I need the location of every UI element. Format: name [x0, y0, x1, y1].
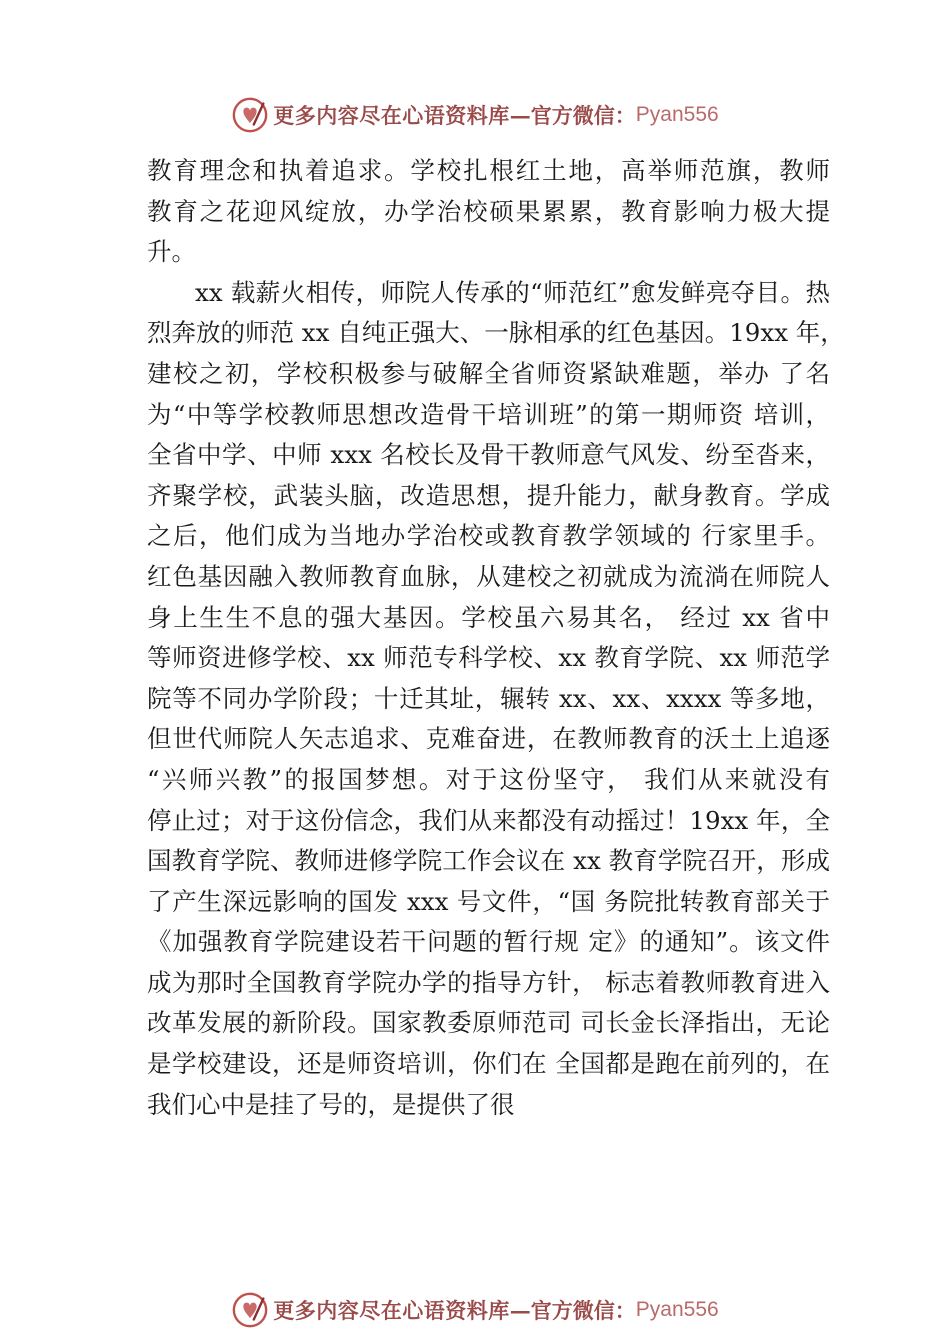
body-line: 等师资进修学校、xx 师范专科学校、xx 教育学院、xx 师范学	[147, 643, 830, 673]
body-line: 全省中学、中师 xxx 名校长及骨干教师意气风发、纷至沓来，	[147, 440, 830, 470]
body-text	[147, 151, 845, 1125]
body-line: 烈奔放的师范 xx 自纯正强大、一脉相承的红色基因。19xx 年，	[147, 318, 845, 348]
heart-pen-logo-icon	[231, 1291, 269, 1329]
body-line: 成为那时全国教育学院办学的指导方针， 标志着教师教育进入	[147, 967, 830, 997]
body-line: 停止过；对于这份信念，我们从来都没有动摇过！19xx 年，全	[147, 805, 830, 835]
footer-banner	[0, 1290, 950, 1330]
body-line: 《加强教育学院建设若干问题的暂行规 定》的通知”。该文件	[147, 927, 830, 957]
header-wechat-label: —官方微信：	[509, 103, 636, 128]
footer-wechat-id: Pyan556	[635, 1298, 719, 1321]
body-line: 教育之花迎风绽放，办学治校硕果累累，教育影响力极大提	[147, 196, 830, 226]
header-title: 更多内容尽在心语资料库	[273, 103, 510, 128]
body-line: “兴师兴教”的报国梦想。对于这份坚守， 我们从来就没有	[147, 764, 830, 794]
body-line: 教育理念和执着追求。学校扎根红土地，高举师范旗，教师	[147, 156, 830, 185]
body-line: 改革发展的新阶段。国家教委原师范司 司长金长泽指出，无论	[147, 1008, 830, 1038]
body-line: 齐聚学校，武装头脑，改造思想，提升能力，献身教育。学成	[147, 480, 830, 510]
body-line: 是学校建设，还是师资培训，你们在 全国都是跑在前列的，在	[147, 1049, 830, 1079]
body-line: 院等不同办学阶段；十迁其址，辗转 xx、xx、xxxx 等多地，	[147, 683, 830, 713]
body-line: 我们心中是挂了号的，是提供了很	[147, 1089, 515, 1119]
header-banner	[0, 95, 950, 135]
body-line: 之后，他们成为当地办学治校或教育教学领域的 行家里手。	[147, 521, 830, 551]
heart-pen-logo-icon	[231, 96, 269, 134]
body-line: 但世代师院人矢志追求、克难奋进，在教师教育的沃土上追逐	[147, 724, 830, 754]
body-line: 了产生深远影响的国发 xxx 号文件，“国 务院批转教育部关于	[147, 886, 830, 916]
body-line: 国教育学院、教师进修学院工作会议在 xx 教育学院召开，形成	[147, 846, 830, 876]
footer-title: 更多内容尽在心语资料库	[273, 1298, 510, 1323]
header-wechat-id: Pyan556	[635, 103, 719, 126]
body-line: 升。	[147, 237, 196, 267]
body-line: 红色基因融入教师教育血脉，从建校之初就成为流淌在师院人	[147, 561, 830, 591]
body-line: xx 载薪火相传，师院人传承的“师范红”愈发鲜亮夺目。热	[195, 277, 830, 307]
body-line: 身上生生不息的强大基因。学校虽六易其名， 经过 xx 省中	[147, 602, 830, 632]
footer-wechat-label: —官方微信：	[509, 1298, 636, 1323]
body-line: 建校之初，学校积极参与破解全省师资紧缺难题，举办 了名	[147, 358, 830, 388]
body-line: 为“中等学校教师思想改造骨干培训班”的第一期师资 培训，	[147, 399, 830, 429]
